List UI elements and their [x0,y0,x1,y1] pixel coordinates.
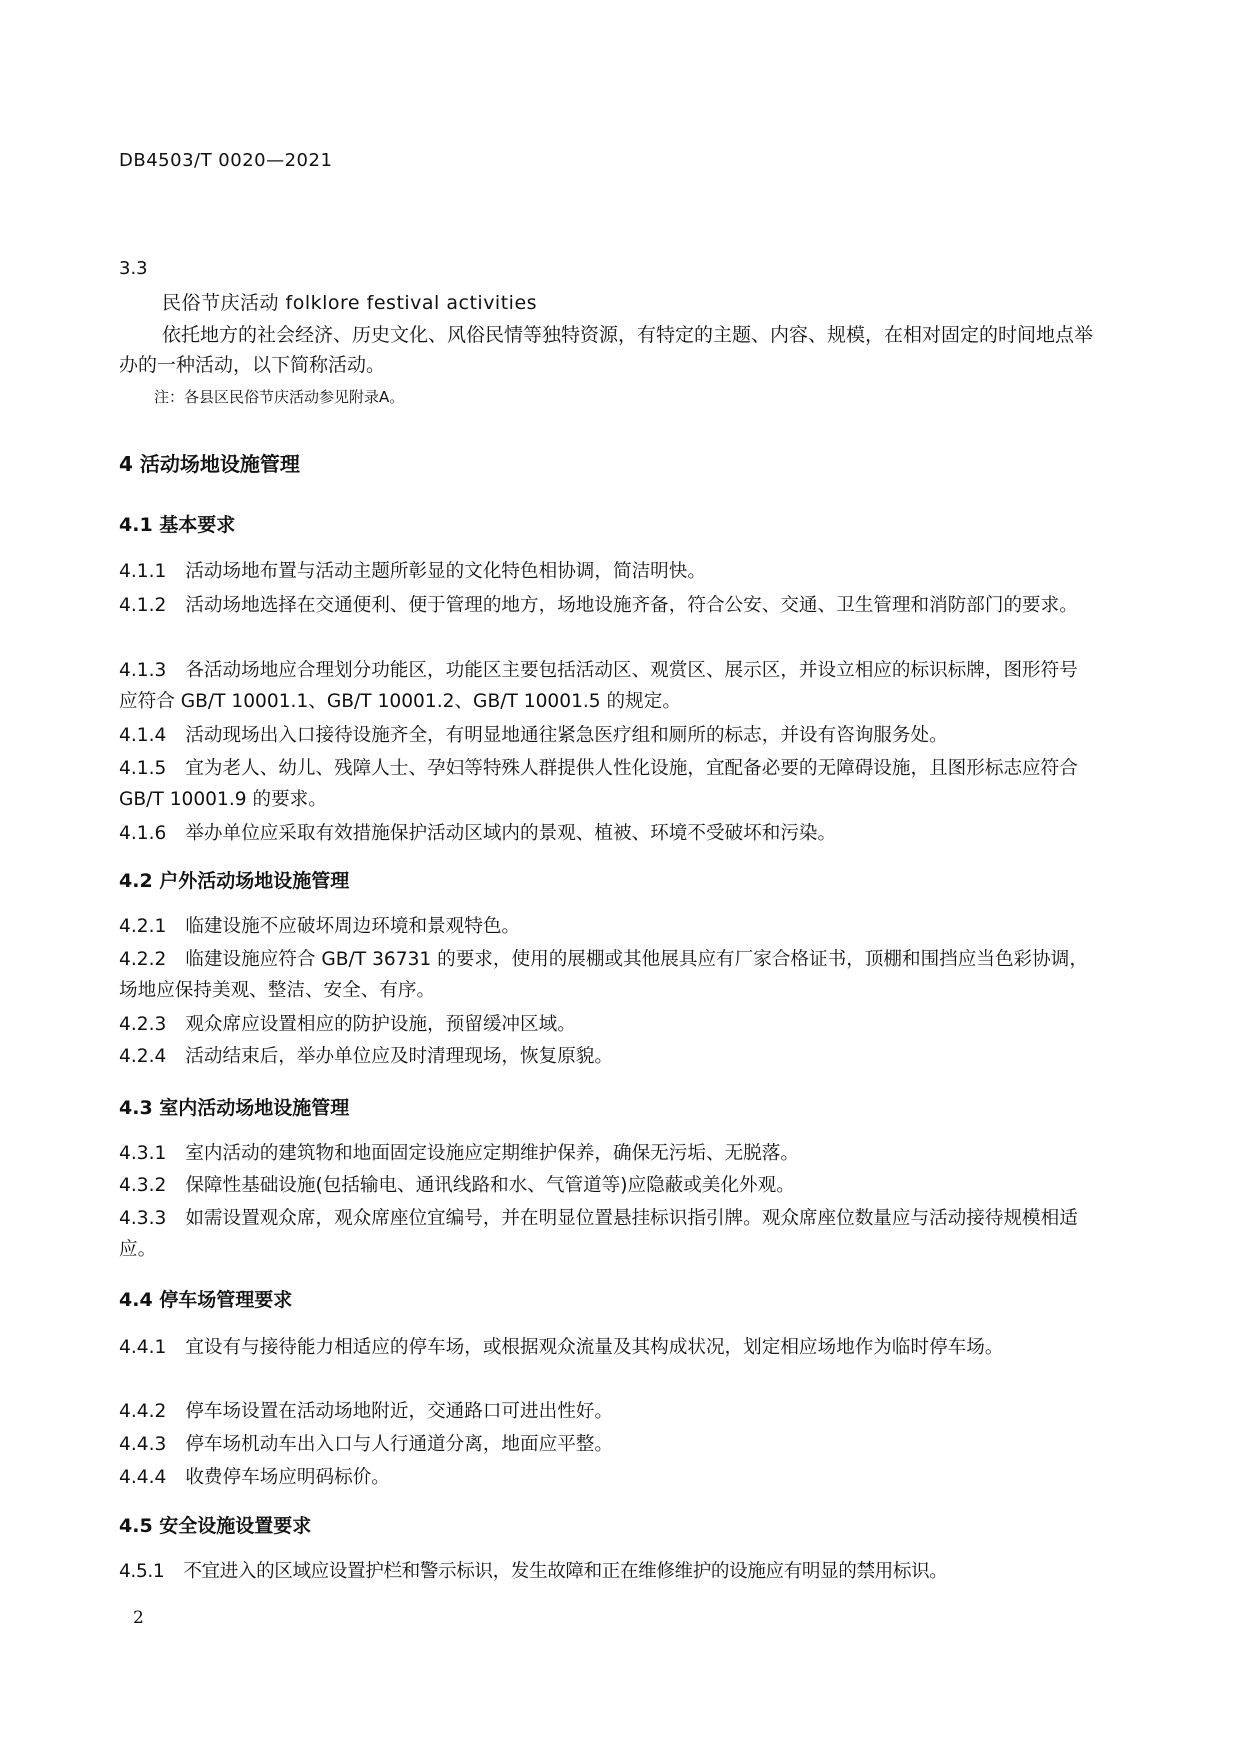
term-title: 民俗节庆活动 folklore festival activities [162,292,538,314]
clause-4-2-2: 4.2.2 临建设施应符合 GB/T 36731 的要求，使用的展棚或其他展具应有厂家合格证书，顶棚和围挡应当色彩协调，场地应保持美观、整洁、安全、有序。 [119,949,1088,1001]
term-note: 注：各县区民俗节庆活动参见附录A。 [154,388,405,406]
clause-4-3-3: 4.3.3 如需设置观众席，观众席座位宜编号，并在明显位置悬挂标识指引牌。观众席座位数量应与活动接待规模相适应。 [119,1208,1078,1260]
clause-4-4-3: 4.4.3 停车场机动车出入口与人行通道分离，地面应平整。 [119,1434,613,1455]
clause-4-1-6: 4.1.6 举办单位应采取有效措施保护活动区域内的景观、植被、环境不受破坏和污染。 [119,823,837,844]
clause-4-4-1: 4.4.1 宜设有与接待能力相适应的停车场，或根据观众流量及其构成状况，划定相应场地作为临时停车场。 [119,1337,1004,1358]
clause-4-3-2: 4.3.2 保障性基础设施(包括输电、通讯线路和水、气管道等)应隐蔽或美化外观。 [119,1175,795,1196]
clause-4-1-5: 4.1.5 宜为老人、幼儿、残障人士、孕妇等特殊人群提供人性化设施，宜配备必要的无障碍设施，且图形标志应符合 GB/T 10001.9 的要求。 [119,758,1078,810]
clause-4-4-4: 4.4.4 收费停车场应明码标价。 [119,1467,390,1488]
clause-4-3-1: 4.3.1 室内活动的建筑物和地面固定设施应定期维护保养，确保无污垢、无脱落。 [119,1143,799,1164]
page-number: 2 [133,1608,144,1628]
clause-4-2-4: 4.2.4 活动结束后，举办单位应及时清理现场，恢复原貌。 [119,1046,613,1067]
clause-4-2-1: 4.2.1 临建设施不应破坏周边环境和景观特色。 [119,916,521,937]
clause-4-2-3: 4.2.3 观众席应设置相应的防护设施，预留缓冲区域。 [119,1014,576,1035]
clause-4-1-2: 4.1.2 活动场地选择在交通便利、便于管理的地方，场地设施齐备，符合公安、交通、卫生管理和消防部门的要求。 [119,595,1078,616]
term-number: 3.3 [119,258,148,279]
term-definition: 依托地方的社会经济、历史文化、风俗民情等独特资源，有特定的主题、内容、规模，在相对固定的时间地点举办的一种活动，以下简称活动。 [119,324,1094,376]
clause-4-1-3: 4.1.3 各活动场地应合理划分功能区，功能区主要包括活动区、观赏区、展示区，并设立相应的标识标牌，图形符号应符合 GB/T 10001.1、GB/T 10001.2、GB/T 10001.5 的规定。 [119,660,1078,712]
clause-4-4-2: 4.4.2 停车场设置在活动场地附近，交通路口可进出性好。 [119,1401,613,1422]
subsection-4-3-heading: 4.3 室内活动场地设施管理 [119,1097,350,1119]
section-4-heading: 4 活动场地设施管理 [119,452,300,476]
subsection-4-2-heading: 4.2 户外活动场地设施管理 [119,870,350,892]
subsection-4-5-heading: 4.5 安全设施设置要求 [119,1515,312,1537]
standard-code-header: DB4503/T 0020—2021 [119,150,333,171]
clause-4-1-4: 4.1.4 活动现场出入口接待设施齐全，有明显地通往紧急医疗组和厕所的标志，并设有咨询服务处。 [119,725,948,746]
clause-4-5-1: 4.5.1 不宜进入的区域应设置护栏和警示标识，发生故障和正在维修维护的设施应有明显的禁用标识。 [119,1561,948,1582]
clause-4-1-1: 4.1.1 活动场地布置与活动主题所彰显的文化特色相协调，简洁明快。 [119,561,706,582]
subsection-4-1-heading: 4.1 基本要求 [119,514,236,536]
subsection-4-4-heading: 4.4 停车场管理要求 [119,1289,293,1311]
